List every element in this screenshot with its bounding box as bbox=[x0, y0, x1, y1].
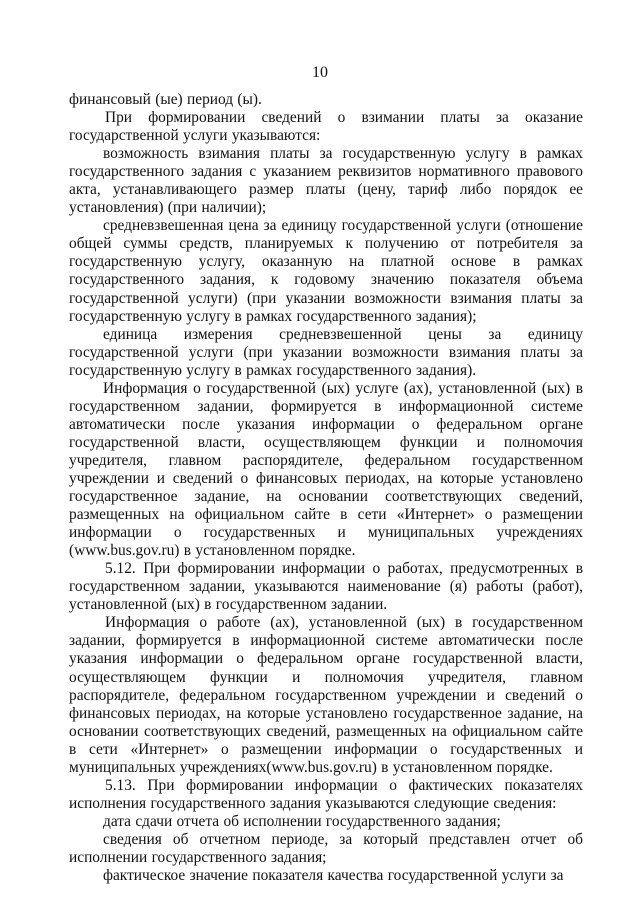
paragraph: финансовый (ые) период (ы). bbox=[69, 91, 262, 108]
paragraph: При формировании сведений о взимании платы за оказание государственной услуги указываются: bbox=[69, 109, 583, 145]
paragraph: дата сдачи отчета об исполнении государственного задания; bbox=[103, 812, 501, 830]
paragraph: единица измерения средневзвешенной цены за единицу государственной услуги (при указании возможности взимания платы за государственную услугу в рамках государственного задания). bbox=[69, 325, 583, 379]
page-number: 10 bbox=[312, 64, 328, 81]
paragraph: сведения об отчетном периоде, за который представлен отчет об исполнении государственного задания; bbox=[69, 830, 583, 866]
document-body bbox=[69, 91, 583, 885]
paragraph: Информация о работе (ах), установленной (ых) в государственном задании, формируется в информационной системе автоматически после указания информации о федеральном органе государственной власти, осуществляющем функции и полномочия учредителя, главном распорядителе, федеральном государственном учреждении и сведений о финансовых периодах, на которые установлено государственное задание, на основании соответствующих сведений, размещенных на официальном сайте в сети «Интернет» о размещении информации о государственных и муниципальных учреждениях(www.bus.gov.ru) в установленном порядке. bbox=[69, 614, 583, 776]
paragraph: средневзвешенная цена за единицу государственной услуги (отношение общей суммы средств, планируемых к получению от потребителя за государственную услугу, оказанную на платной основе в рамках государственного задания, к годовому значению показателя объема государственной услуги) (при указании возможности взимания платы за государственную услугу в рамках государственного задания); bbox=[69, 217, 583, 325]
paragraph: Информация о государственной (ых) услуге (ах), установленной (ых) в государственном задании, формируется в информационной системе автоматически после указания информации о федеральном органе государственной власти, осуществляющем функции и полномочия учредителя, главном распорядителе, федеральном государственном учреждении и сведений о финансовых периодах, на которые установлено государственное задание, на основании соответствующих сведений, размещенных на официальном сайте в сети «Интернет» о размещении информации о государственных и муниципальных учреждениях (www.bus.gov.ru) в установленном порядке. bbox=[69, 379, 583, 560]
paragraph: 5.13. При формировании информации о фактических показателях исполнения государственного задания указываются следующие сведения: bbox=[69, 776, 583, 812]
paragraph: 5.12. При формировании информации о работах, предусмотренных в государственном задании, указываются наименование (я) работы (работ), установленной (ых) в государственном задании. bbox=[69, 560, 583, 614]
paragraph: возможность взимания платы за государственную услугу в рамках государственного задания с указанием реквизитов нормативного правового акта, устанавливающего размер платы (цену, тариф либо порядок ее установления) (при наличии); bbox=[69, 145, 583, 217]
paragraph: фактическое значение показателя качества государственной услуги за bbox=[103, 867, 564, 885]
